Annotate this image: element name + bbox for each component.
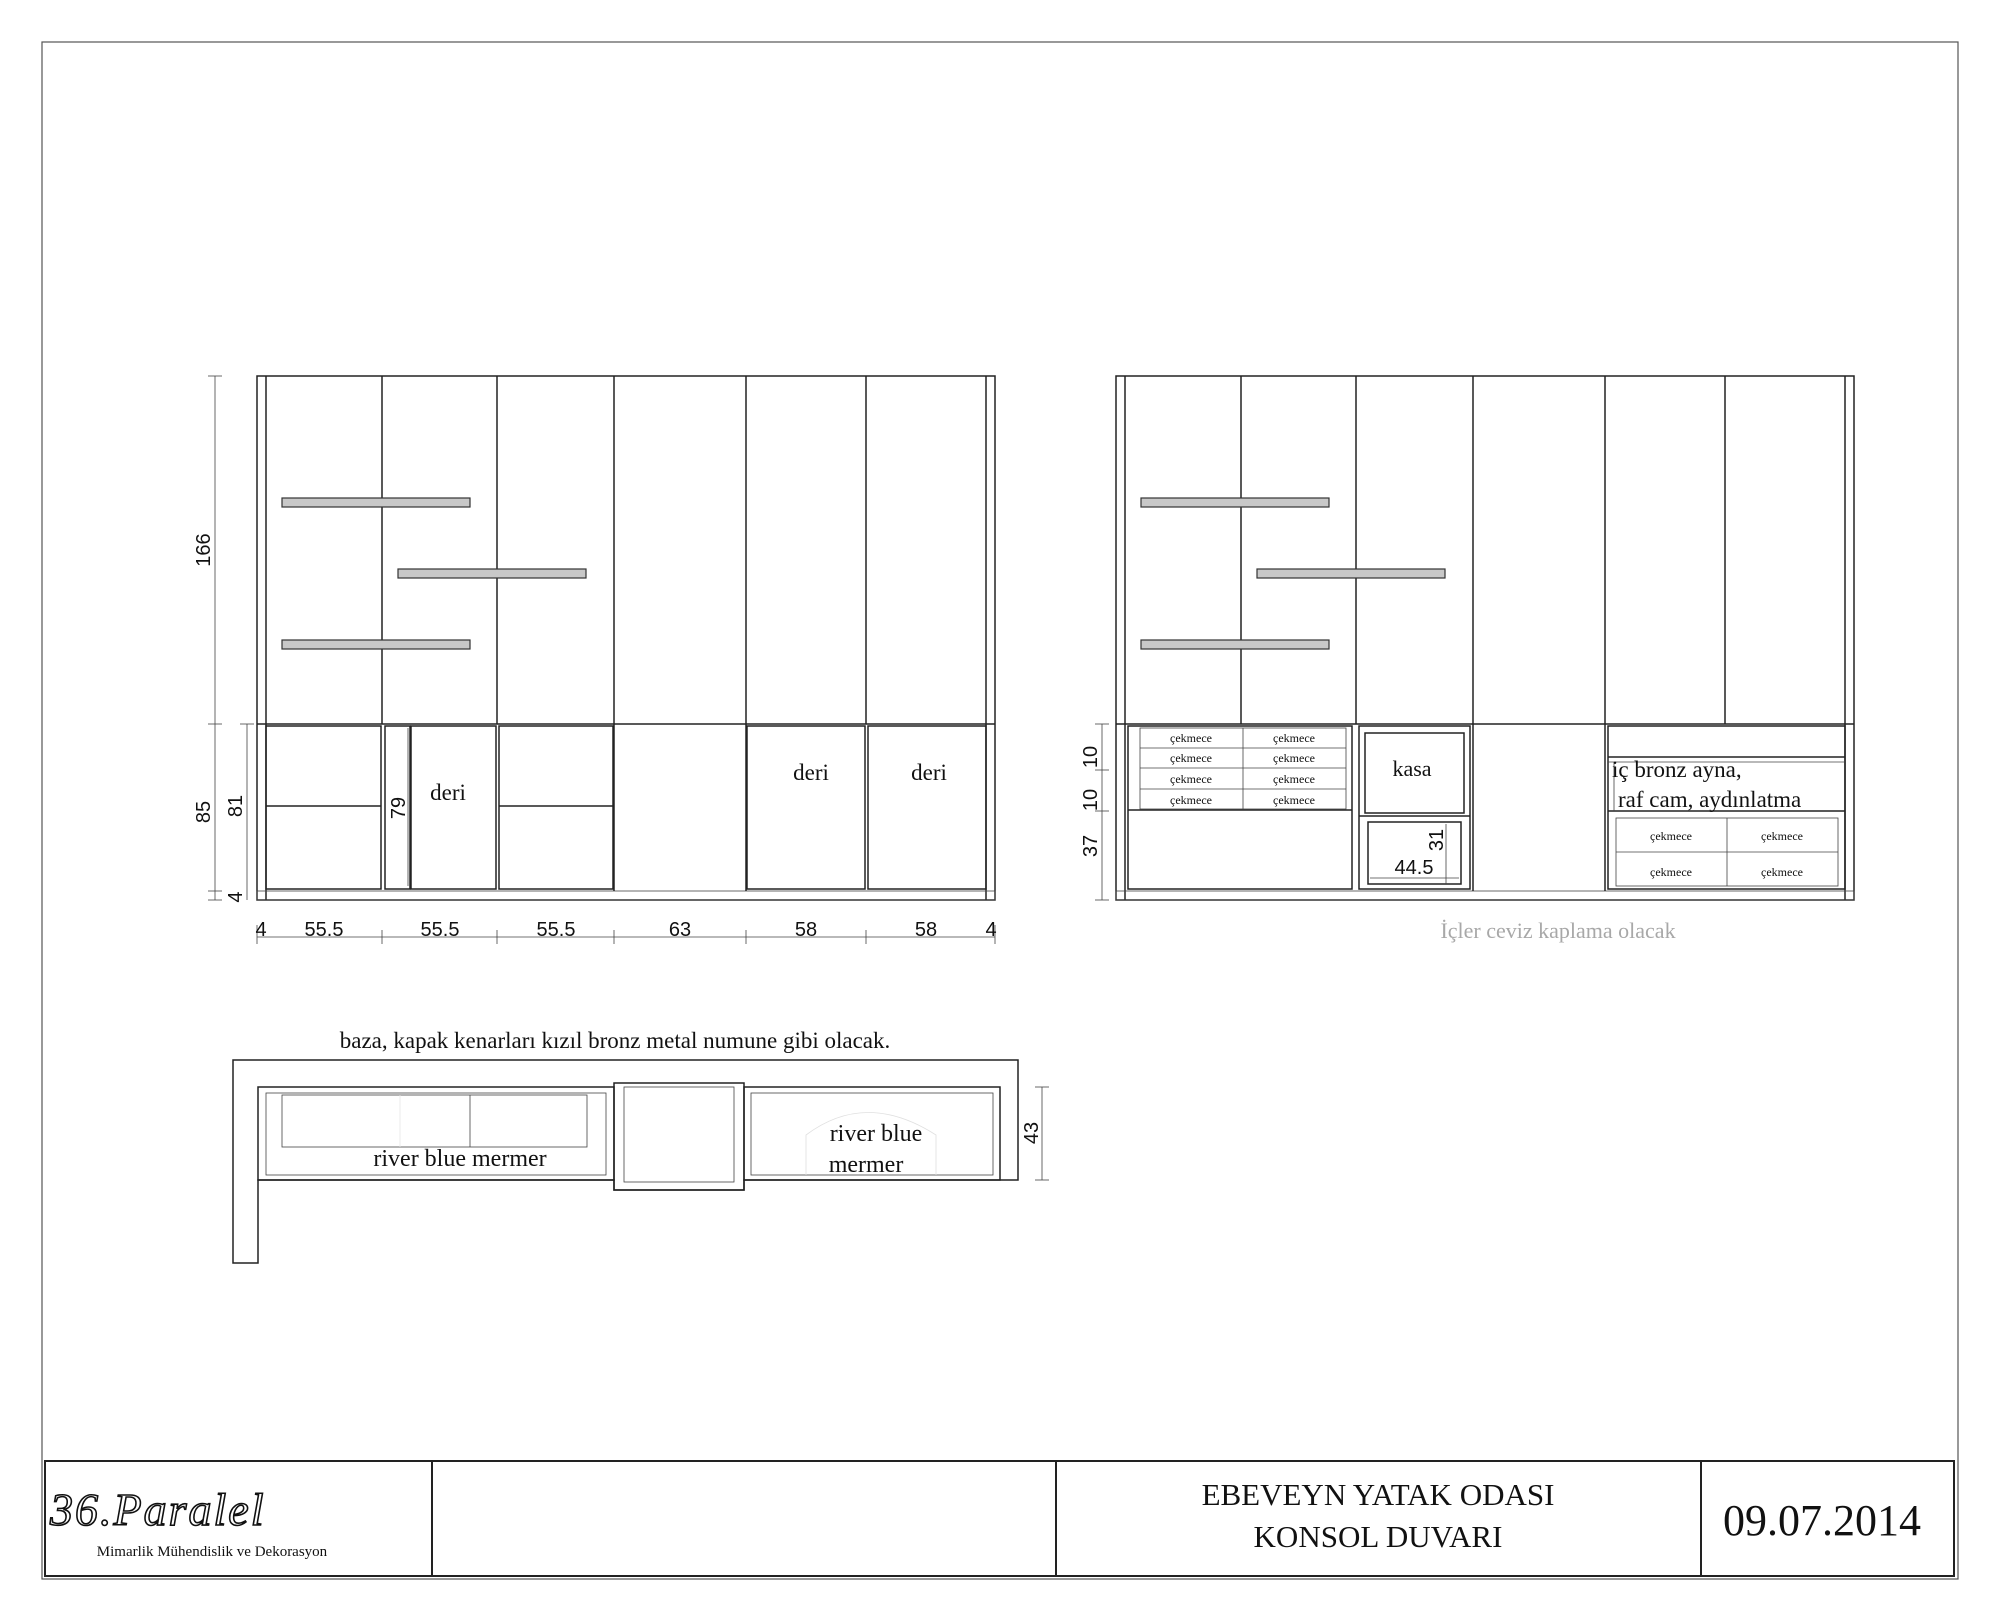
drawer-label: çekmece xyxy=(1170,793,1212,807)
lower-cabinet-drawers xyxy=(499,726,613,889)
dim-81: 81 xyxy=(225,794,247,818)
dim-55-5: 55.5 xyxy=(304,919,344,941)
dim-10: 10 xyxy=(1080,745,1102,769)
dim-58: 58 xyxy=(794,919,818,941)
drawing-date: 09.07.2014 xyxy=(1723,1496,1921,1545)
plinth xyxy=(1116,891,1854,900)
drawer-label: çekmece xyxy=(1170,751,1212,765)
note-mirror: iç bronz ayna, xyxy=(1612,757,1742,782)
label-marble: mermer xyxy=(828,1152,904,1178)
shelf xyxy=(282,640,470,649)
drawer-label: çekmece xyxy=(1761,865,1803,879)
drawer-label: çekmece xyxy=(1273,772,1315,786)
drawing-subtitle: KONSOL DUVARI xyxy=(1253,1519,1503,1554)
dim-4: 4 xyxy=(225,891,247,903)
dim-58: 58 xyxy=(914,919,938,941)
leather-door xyxy=(411,726,496,889)
drawer-bank xyxy=(1128,726,1352,889)
dim-55-5: 55.5 xyxy=(536,919,576,941)
drawer-label: çekmece xyxy=(1273,793,1315,807)
shelf xyxy=(282,498,470,507)
plan-view xyxy=(233,1028,1049,1263)
plinth xyxy=(257,891,995,900)
shelf xyxy=(1141,640,1329,649)
dim-55-5: 55.5 xyxy=(420,919,460,941)
company-name: Mimarlik Mühendislik ve Dekorasyon xyxy=(96,1544,328,1560)
drawer-label: çekmece xyxy=(1170,772,1212,786)
label-marble: river blue xyxy=(829,1121,923,1147)
drawer-label: çekmece xyxy=(1273,751,1315,765)
label-deri: deri xyxy=(793,760,829,785)
right-elevation-outline xyxy=(1116,376,1854,900)
leather-door xyxy=(868,726,986,889)
drawer-label: çekmece xyxy=(1650,829,1692,843)
plan-note: baza, kapak kenarları kızıl bronz metal numune gibi olacak. xyxy=(339,1028,891,1053)
label-deri: deri xyxy=(911,760,947,785)
dim-37: 37 xyxy=(1080,834,1102,858)
shelf xyxy=(1257,569,1445,578)
company-logo: 36.Paralel xyxy=(50,1484,266,1535)
right-elevation xyxy=(1080,376,1854,943)
dim-85: 85 xyxy=(193,800,215,824)
drawer-label: çekmece xyxy=(1761,829,1803,843)
drawing-title: EBEVEYN YATAK ODASI xyxy=(1201,1477,1555,1512)
label-marble: river blue mermer xyxy=(373,1146,547,1172)
dim-4-left: 4 xyxy=(255,919,267,941)
dim-10: 10 xyxy=(1080,788,1102,812)
title-block xyxy=(45,1461,1954,1576)
label-deri: deri xyxy=(430,780,466,805)
dim-166: 166 xyxy=(193,533,215,567)
dim-43: 43 xyxy=(1021,1121,1043,1145)
dim-31: 31 xyxy=(1426,828,1448,852)
lower-cabinet-drawers xyxy=(266,726,381,889)
dim-44-5: 44.5 xyxy=(1394,857,1434,879)
leather-door xyxy=(747,726,865,889)
drawer-label: çekmece xyxy=(1170,731,1212,745)
left-elevation xyxy=(193,376,997,944)
dim-79: 79 xyxy=(388,796,410,820)
shelf xyxy=(1141,498,1329,507)
label-kasa: kasa xyxy=(1392,756,1432,781)
drawer-label: çekmece xyxy=(1273,731,1315,745)
shelf xyxy=(398,569,586,578)
left-elevation-outline xyxy=(257,376,995,900)
drawer-label: çekmece xyxy=(1650,865,1692,879)
note-shelf-glass: raf cam, aydınlatma xyxy=(1618,787,1802,812)
interior-note: İçler ceviz kaplama olacak xyxy=(1440,918,1676,943)
dim-4-right: 4 xyxy=(985,919,997,941)
dim-63: 63 xyxy=(668,919,692,941)
